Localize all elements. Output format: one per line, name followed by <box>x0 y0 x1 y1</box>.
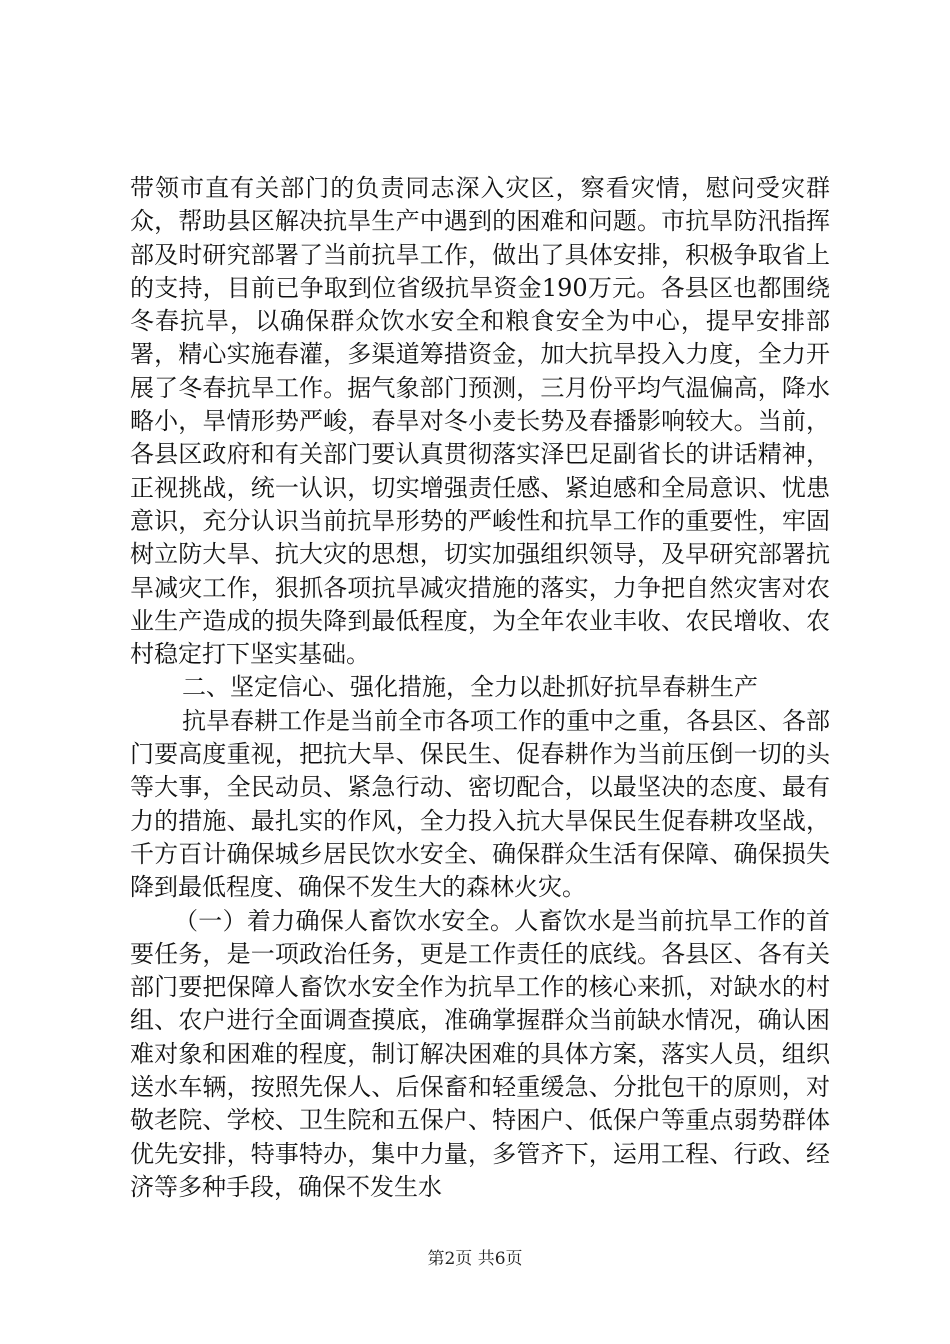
paragraph-spring-plowing: 抗旱春耕工作是当前全市各项工作的重中之重，各县区、各部门要高度重视，把抗大旱、保民生、促春耕作为当前压倒一切的头等大事，全民动员、紧急行动、密切配合，以最坚决的态度、最有力的措施、最扎实的作风，全力投入抗大旱保民生促春耕攻坚战，千方百计确保城乡居民饮水安全、确保群众生活有保障、确保损失降到最低程度、确保不发生大的森林火灾。 <box>130 706 830 902</box>
page-footer: 第2页 共6页 <box>427 1249 523 1269</box>
section-heading: 二、坚定信心、强化措施，全力以赴抓好抗旱春耕生产 <box>182 673 758 702</box>
paragraph-water-safety: （一）着力确保人畜饮水安全。人畜饮水是当前抗旱工作的首要任务，是一项政治任务，更是工作责任的底线。各县区、各有关部门要把保障人畜饮水安全作为抗旱工作的核心来抓，对缺水的村组、农户进行全面调查摸底，准确掌握群众当前缺水情况，确认困难对象和困难的程度，制订解决困难的具体方案，落实人员，组织送水车辆，按照先保人、后保畜和轻重缓急、分批包干的原则，对敬老院、学校、卫生院和五保户、特困户、低保户等重点弱势群体优先安排，特事特办，集中力量，多管齐下，运用工程、行政、经济等多种手段，确保不发生水 <box>130 906 830 1201</box>
paragraph-continuation: 带领市直有关部门的负责同志深入灾区，察看灾情，慰问受灾群众，帮助县区解决抗旱生产中遇到的困难和问题。市抗旱防汛指挥部及时研究部署了当前抗旱工作，做出了具体安排，积极争取省上的支持，目前已争取到位省级抗旱资金190万元。各县区也都围绕冬春抗旱，以确保群众饮水安全和粮食安全为中心，提早安排部署，精心实施春灌，多渠道筹措资金，加大抗旱投入力度，全力开展了冬春抗旱工作。据气象部门预测，三月份平均气温偏高，降水略小，旱情形势严峻，春旱对冬小麦长势及春播影响较大。当前，各县区政府和有关部门要认真贯彻落实泽巴足副省长的讲话精神，正视挑战，统一认识，切实增强责任感、紧迫感和全局意识、忧患意识，充分认识当前抗旱形势的严峻性和抗旱工作的重要性，牢固树立防大旱、抗大灾的思想，切实加强组织领导，及早研究部署抗旱减灾工作，狠抓各项抗旱减灾措施的落实，力争把自然灾害对农业生产造成的损失降到最低程度，为全年农业丰收、农民增收、农村稳定打下坚实基础。 <box>130 174 830 669</box>
document-body <box>130 172 830 1204</box>
